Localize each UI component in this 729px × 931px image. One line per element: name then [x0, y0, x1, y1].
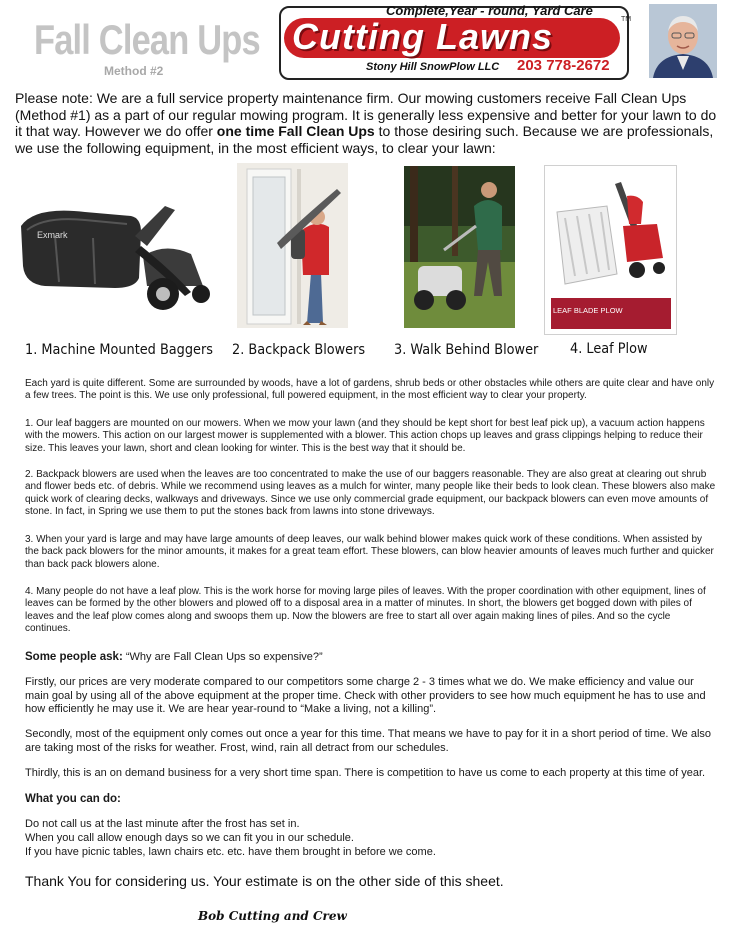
- backpack-blower-image: [237, 163, 348, 328]
- faq-question-text: “Why are Fall Clean Ups so expensive?”: [122, 651, 323, 663]
- page-title: Fall Clean Ups: [34, 16, 260, 63]
- company-name: Stony Hill SnowPlow LLC: [366, 61, 500, 73]
- caption-walk-behind: 3. Walk Behind Blower: [394, 342, 539, 358]
- faq-question: [25, 651, 717, 665]
- exmark-brand: Exmark: [37, 230, 68, 240]
- todo-item-3: If you have picnic tables, lawn chairs etc. etc. have them brought in before we come.: [25, 846, 436, 858]
- todo-item-1: Do not call us at the last minute after the frost has set in.: [25, 818, 300, 830]
- intro-text-1: Please note: We are a full service property maintenance firm. Our mowing customers receive Fall Clean Ups (Method #1) as a part of our regular mowing program. It is generally less expensive and better for your lawn to do it that way. However we do offer: [15, 90, 717, 139]
- method-subtitle: Method #2: [104, 64, 164, 78]
- intro-paragraph: [15, 90, 717, 156]
- answer-firstly: Firstly, our prices are very moderate compared to our competitors some charge 2 - 3 times what we do. We make efficiency and value our main goal by using all of the above equipment at the proper time. Check with other providers to see how much equipment he has to use and how efficiently he may use it. We are hear year-round to “Make a living, not a killing”.: [25, 676, 706, 716]
- leaf-plow-label: LEAF BLADE PLOW: [553, 306, 623, 315]
- paragraph-leaf-plow: 4. Many people do not have a leaf plow. This is the work horse for moving large piles of leaves. With the proper coordination with other equipment, lines of leaves can be formed by the other blowers and plowed off to a disposal area in a matter of minutes. In short, the blowers get bogged down with piles of leaves and the leaf plow comes along and swoops them up. Now the blowers are free to start all over again making lines of piles. And so the cycle continues.: [25, 586, 706, 635]
- thank-you-line: Thank You for considering us. Your estimate is on the other side of this sheet.: [25, 873, 504, 889]
- paragraph-baggers: 1. Our leaf baggers are mounted on our mowers. When we mow your lawn (and they should be kept short for best leaf pick up), a vacuum action happens with the mowers. This action on our largest mower is supplemented with a blower. This action chops up leaves and grass clippings helping to reduce their size. This leaves your lawn, short and clean looking for winter. This is the best way that it should be.: [25, 418, 705, 454]
- intro-bold: one time Fall Clean Ups: [216, 123, 375, 139]
- faq-label: Some people ask:: [25, 651, 123, 663]
- caption-baggers: 1. Machine Mounted Baggers: [25, 342, 213, 358]
- leaf-plow-image: [544, 165, 677, 335]
- paragraph-intro: Each yard is quite different. Some are surrounded by woods, have a lot of gardens, shrub beds or other obstacles while others are quite clear and have only a few trees. The point is this. We use only professional, full powered equipment, in the most efficient way to clear your property.: [25, 378, 715, 402]
- tagline: Complete,Year - round, Yard Care: [386, 3, 593, 18]
- trademark: TM: [621, 16, 632, 23]
- todo-item-2: When you call allow enough days so we can fit you in our schedule.: [25, 832, 354, 844]
- paragraph-walk-behind: 3. When your yard is large and may have large amounts of deep leaves, our walk behind blower makes quick work of these conditions. When assisted by the back pack blowers for the minor amounts, it makes for a great team effort. These blowers, can blow heavier amounts of leaves much further and quicker than back pack blowers alone.: [25, 534, 714, 570]
- paragraph-backpack: 2. Backpack blowers are used when the leaves are too concentrated to make the use of our baggers reasonable. They are also great at clearing out shrub and flower beds etc. of debris. While we recommend using leaves as a mulch for winter, many people like their beds to look clean. These blowers also make quick work of clearing decks, walkways and driveways. Since we use only commercial grade equipment, our backpack blowers can even move amounts of stone. In fact, in Spring we use them to put the stones back from lawns into stone driveways.: [25, 469, 716, 518]
- todo-heading: What you can do:: [25, 793, 121, 805]
- bagger-mower-image: [15, 166, 215, 326]
- answer-thirdly: Thirdly, this is an on demand business for a very short time span. There is competition to have us come to each property at this time of year.: [25, 767, 706, 779]
- signature: Bob Cutting and Crew: [198, 909, 347, 923]
- owner-photo: [649, 4, 717, 78]
- caption-leaf-plow: 4. Leaf Plow: [570, 341, 648, 357]
- intro-text-2: to those desiring such. Because we are professionals, we use the following equipment, in the most efficient ways, to clear your lawn:: [15, 123, 714, 156]
- caption-backpack: 2. Backpack Blowers: [232, 342, 366, 358]
- phone-number: 203 778-2672: [517, 57, 610, 74]
- logo-text: Cutting Lawns: [292, 16, 553, 57]
- walk-behind-blower-image: [404, 166, 515, 328]
- answer-secondly: Secondly, most of the equipment only comes out once a year for this time. That means we have to pay for it in a short period of time. We also are taking most of the risks for weather. Frost, wind, rain all detract from our schedules.: [25, 728, 712, 754]
